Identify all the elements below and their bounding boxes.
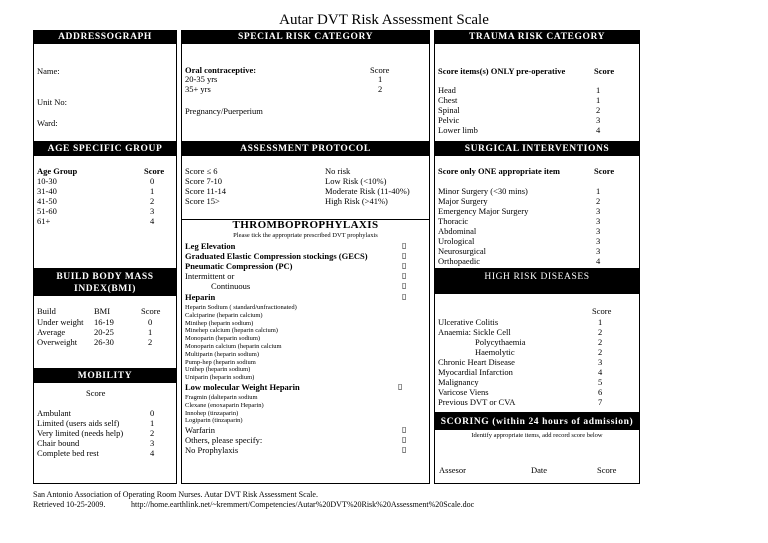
tick-checkbox[interactable]: ▯: [402, 445, 407, 455]
surgical-row-score: 3: [596, 226, 601, 236]
lmw-heparin-product: Innohep (tinzaparin): [185, 409, 239, 417]
addressograph-header: ADDRESSOGRAPH: [34, 31, 176, 44]
high-risk-row-label: Chronic Heart Disease: [438, 357, 515, 367]
mobility-row-score: 0: [150, 408, 155, 418]
date-label: Date: [531, 465, 548, 475]
protocol-risk-level: Low Risk (<10%): [325, 176, 387, 186]
assessor-label: Assesor: [439, 465, 466, 475]
surgical-row-score: 4: [596, 256, 601, 266]
high-risk-row-score: 7: [598, 397, 603, 407]
surgical-row-label: Thoracic: [438, 216, 469, 226]
bmi-row-bmi: 16-19: [94, 317, 114, 327]
age-row-label: 41-50: [37, 196, 57, 206]
trauma-row-label: Spinal: [438, 105, 460, 115]
thrombo-instruction: Please tick the appropriate prescribed DVT prophylaxis: [233, 232, 378, 239]
surgical-row-label: Orthopaedic: [438, 256, 481, 266]
surgical-interventions-panel: [434, 142, 640, 269]
bmi-row-bmi: 26-30: [94, 337, 114, 347]
trauma-risk-header: TRAUMA RISK CATEGORY: [435, 31, 639, 44]
heparin-product: Heparin Sodium ( standard/unfractionated): [185, 304, 297, 311]
protocol-score-range: Score 15>: [185, 196, 220, 206]
bmi-row-score: 1: [148, 327, 153, 337]
protocol-risk-level: High Risk (>41%): [325, 196, 388, 206]
continuous-option: Continuous: [211, 281, 251, 291]
mobility-row-score: 2: [150, 428, 155, 438]
mobility-row-label: Very limited (needs help): [37, 428, 124, 438]
mobility-row-label: Chair bound: [37, 438, 80, 448]
protocol-score-range: Score 11-14: [185, 186, 226, 196]
protocol-risk-level: Moderate Risk (11-40%): [325, 186, 410, 196]
high-risk-diseases-header: HIGH RISK DISEASES: [435, 270, 639, 294]
surgical-score-label: Score: [594, 166, 615, 176]
lmw-heparin-product: Logiparin (tinzaparin): [185, 417, 243, 425]
mobility-row-label: Limited (users aids self): [37, 418, 120, 428]
high-risk-row-label: Ulcerative Colitis: [438, 317, 499, 327]
age-row-score: 1: [150, 186, 155, 196]
age-row-score: 2: [150, 196, 155, 206]
mobility-panel: [33, 369, 177, 484]
lmw-heparin-product: Clexane (enoxaparin Heparin): [185, 401, 264, 409]
tick-checkbox[interactable]: ▯: [402, 292, 407, 301]
tick-checkbox[interactable]: ▯: [402, 435, 407, 445]
bmi-row-build: Average: [37, 327, 66, 337]
mobility-score-label: Score: [86, 388, 106, 398]
assessment-protocol-header: ASSESSMENT PROTOCOL: [182, 143, 429, 156]
warfarin-option: Warfarin: [185, 425, 215, 436]
pregnancy-label: Pregnancy/Puerperium: [185, 106, 263, 116]
scoring-instruction: Identify appropriate items, add record score below: [471, 432, 603, 439]
trauma-row-score: 1: [596, 95, 601, 105]
high-risk-diseases-panel: [434, 269, 640, 413]
footer-url[interactable]: http://home.earthlink.net/~kremmert/Competencies/Autar%20DVT%20Risk%20Assessment%20Scale.doc: [131, 500, 475, 509]
special-score-label: Score: [370, 65, 390, 75]
high-risk-row-label: Myocardial Infarction: [438, 367, 513, 377]
lmw-heparin-product: Fragmin (dalteparin sodium: [185, 394, 258, 401]
mobility-row-score: 1: [150, 418, 155, 428]
mobility-header: MOBILITY: [34, 370, 176, 383]
footer-retrieved: Retrieved 10-25-2009.: [33, 500, 106, 509]
surgical-row-label: Urological: [438, 236, 475, 246]
bmi-col-bmi: BMI: [94, 306, 111, 316]
special-row-label: 35+ yrs: [185, 84, 211, 94]
age-row-score: 0: [150, 176, 155, 186]
trauma-col-label: Score items(s) ONLY pre-operative: [438, 66, 566, 76]
unit-no-field-label: Unit No:: [37, 97, 67, 107]
surgical-row-score: 3: [596, 206, 601, 216]
special-risk-panel: [181, 30, 430, 142]
heparin-product: Minihep (heparin sodium): [185, 319, 254, 327]
tick-checkbox[interactable]: ▯: [402, 271, 407, 280]
bmi-header-line2: INDEX(BMI): [74, 284, 136, 294]
tick-checkbox[interactable]: ▯: [402, 241, 407, 250]
bmi-panel: [33, 269, 177, 369]
age-row-score: 4: [150, 216, 155, 226]
surgical-row-score: 3: [596, 216, 601, 226]
protocol-score-range: Score ≤ 6: [185, 166, 218, 176]
high-risk-row-label: Anaemia: Sickle Cell: [438, 327, 511, 337]
protocol-risk-level: No risk: [325, 166, 351, 176]
heparin-product: Multiparin (heparin sodium): [185, 350, 260, 358]
heparin-product: Monoparin (heparin sodium): [185, 335, 261, 343]
ward-field-label: Ward:: [37, 118, 58, 128]
tick-checkbox[interactable]: ▯: [402, 251, 407, 260]
surgical-col-label: Score only ONE appropriate item: [438, 166, 560, 176]
gecs-option: Graduated Elastic Compression stockings (GECS): [185, 251, 368, 261]
trauma-row-label: Lower limb: [438, 125, 478, 135]
heparin-product: Uniparin (heparin sodium): [185, 374, 255, 382]
high-risk-row-score: 1: [598, 317, 603, 327]
bmi-row-build: Under weight: [37, 317, 84, 327]
thromboprophylaxis-title: THROMBOPROPHYLAXIS: [232, 219, 379, 231]
special-risk-header: SPECIAL RISK CATEGORY: [182, 31, 429, 44]
high-risk-row-score: 2: [598, 347, 603, 357]
trauma-row-label: Pelvic: [438, 115, 460, 125]
bmi-header: [34, 270, 176, 296]
trauma-score-label: Score: [594, 66, 615, 76]
surgical-row-label: Major Surgery: [438, 196, 488, 206]
protocol-score-range: Score 7-10: [185, 176, 223, 186]
age-row-label: 51-60: [37, 206, 57, 216]
age-group-panel: [33, 142, 177, 269]
surgical-row-score: 1: [596, 186, 601, 196]
heparin-product: Monoparin calcium (heparin calcium: [185, 343, 282, 350]
high-risk-row-label: Varicose Viens: [438, 387, 489, 397]
high-risk-row-score: 3: [598, 357, 603, 367]
bmi-row-score: 0: [148, 317, 153, 327]
surgical-row-score: 3: [596, 246, 601, 256]
mobility-row-score: 4: [150, 448, 155, 458]
name-field-label: Name:: [37, 66, 60, 76]
trauma-row-label: Head: [438, 85, 456, 95]
bmi-col-score: Score: [141, 306, 161, 316]
lmw-heparin-option: Low molecular Weight Heparin: [185, 382, 300, 392]
special-row-score: 2: [378, 84, 383, 94]
surgical-row-score: 2: [596, 196, 601, 206]
age-row-label: 61+: [37, 216, 51, 226]
trauma-row-score: 4: [596, 125, 601, 135]
high-risk-row-score: 2: [598, 327, 603, 337]
mobility-row-label: Ambulant: [37, 408, 71, 418]
others-option: Others, please specify:: [185, 435, 263, 446]
pneumatic-compression-option: Pneumatic Compression (PC): [185, 261, 293, 271]
heparin-option: Heparin: [185, 292, 216, 302]
mobility-row-score: 3: [150, 438, 155, 448]
surgical-row-label: Abdominal: [438, 226, 477, 236]
high-risk-row-label: Polycythaemia: [475, 337, 526, 347]
oral-contraceptive-label: Oral contraceptive:: [185, 65, 257, 75]
surgical-row-score: 3: [596, 236, 601, 246]
high-risk-row-score: 6: [598, 387, 603, 397]
age-row-label: 31-40: [37, 186, 57, 196]
leg-elevation-option: Leg Elevation: [185, 241, 236, 251]
surgical-interventions-header: SURGICAL INTERVENTIONS: [435, 143, 639, 156]
age-row-label: 10-30: [37, 176, 57, 186]
special-row-score: 1: [378, 74, 383, 84]
surgical-row-label: Minor Surgery (<30 mins): [438, 186, 528, 196]
tick-checkbox[interactable]: ▯: [398, 382, 403, 391]
age-row-score: 3: [150, 206, 155, 216]
high-risk-row-score: 5: [598, 377, 603, 387]
page-title: Autar DVT Risk Assessment Scale: [279, 12, 489, 28]
assessment-protocol-panel: [181, 142, 430, 484]
footer-citation: San Antonio Association of Operating Room Nurses. Autar DVT Risk Assessment Scale.: [33, 490, 318, 499]
bmi-row-score: 2: [148, 337, 153, 347]
trauma-row-score: 1: [596, 85, 601, 95]
special-row-label: 20-35 yrs: [185, 74, 218, 84]
bmi-col-build: Build: [37, 306, 56, 316]
high-risk-row-score: 4: [598, 367, 603, 377]
no-prophylaxis-option: No Prophylaxis: [185, 445, 239, 456]
age-group-col-label: Age Group: [37, 166, 78, 176]
bmi-row-bmi: 20-25: [94, 327, 114, 337]
bmi-header-line1: BUILD BODY MASS: [56, 272, 154, 282]
high-risk-row-label: Malignancy: [438, 377, 479, 387]
tick-checkbox[interactable]: ▯: [402, 281, 407, 290]
tick-checkbox[interactable]: ▯: [402, 261, 407, 270]
high-risk-score-label: Score: [592, 306, 612, 316]
surgical-row-label: Emergency Major Surgery: [438, 206, 529, 216]
surgical-row-label: Neurosurgical: [438, 246, 486, 256]
scoring-panel: [434, 413, 640, 484]
addressograph-panel: [33, 30, 177, 142]
heparin-product: Calciparine (heparin calcium): [185, 311, 263, 319]
trauma-row-score: 2: [596, 105, 601, 115]
mobility-row-label: Complete bed rest: [37, 448, 99, 458]
score-label: Score: [597, 465, 617, 475]
high-risk-row-label: Haemolytic: [475, 347, 515, 357]
high-risk-row-label: Previous DVT or CVA: [438, 397, 516, 407]
tick-checkbox[interactable]: ▯: [402, 425, 407, 435]
age-score-label: Score: [144, 166, 165, 176]
trauma-row-label: Chest: [438, 95, 458, 105]
scoring-header: SCORING (within 24 hours of admission): [435, 414, 639, 430]
heparin-product: Unihep (heparin sodium): [185, 366, 251, 374]
trauma-row-score: 3: [596, 115, 601, 125]
heparin-product: Pump-hep (heparin sodium: [185, 358, 256, 366]
high-risk-row-score: 2: [598, 337, 603, 347]
bmi-row-build: Overweight: [37, 337, 78, 347]
age-group-header: AGE SPECIFIC GROUP: [34, 143, 176, 156]
intermittent-option: Intermittent or: [185, 271, 235, 281]
trauma-risk-panel: [434, 30, 640, 142]
heparin-product: Minehep calcium (heparin calcium): [185, 327, 278, 335]
